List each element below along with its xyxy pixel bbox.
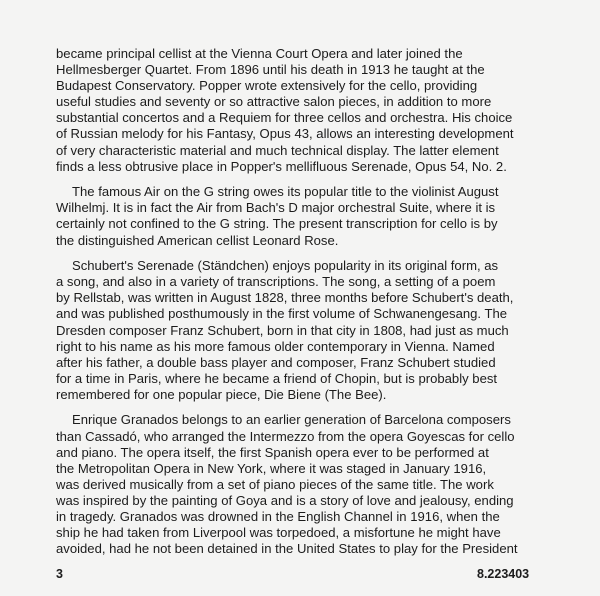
- text-line: than Cassadó, who arranged the Intermezzo from the opera Goyescas for cello: [56, 428, 515, 444]
- text-line: avoided, had he not been detained in the United States to play for the President: [56, 541, 518, 557]
- paragraph: [56, 46, 546, 175]
- liner-notes-text: [56, 46, 546, 567]
- text-line: was inspired by the painting of Goya and is a story of love and jealousy, ending: [56, 492, 514, 508]
- text-line: a song, and also in a variety of transcriptions. The song, a setting of a poem: [56, 274, 496, 290]
- text-line: Schubert's Serenade (Ständchen) enjoys popularity in its original form, as: [72, 258, 499, 274]
- paragraph: [56, 184, 546, 248]
- text-line: became principal cellist at the Vienna Court Opera and later joined the: [56, 46, 463, 61]
- text-line: useful studies and seventy or so attractive salon pieces, in addition to more: [56, 94, 492, 110]
- text-line: Wilhelmj. It is in fact the Air from Bach's D major orchestral Suite, where it is: [56, 200, 496, 216]
- text-line: was derived musically from a set of piano pieces of the same title. The work: [56, 476, 494, 492]
- text-line: after his father, a double bass player and composer, Franz Schubert studied: [56, 354, 496, 370]
- text-line: of very characteristic material and much technical display. The latter element: [56, 142, 499, 158]
- text-line: Enrique Granados belongs to an earlier generation of Barcelona composers: [72, 412, 511, 428]
- text-line: by Rellstab, was written in August 1828, three months before Schubert's death,: [56, 290, 514, 306]
- text-line: of Russian melody for his Fantasy, Opus 43, allows an interesting development: [56, 126, 514, 142]
- text-line: for a time in Paris, where he became a friend of Chopin, but is probably best: [56, 370, 498, 386]
- text-line: in tragedy. Granados was drowned in the English Channel in 1916, when the: [56, 509, 500, 525]
- text-line: The famous Air on the G string owes its popular title to the violinist August: [72, 184, 499, 200]
- text-line: and was published posthumously in the first volume of Schwanengesang. The: [56, 306, 508, 322]
- text-line: substantial concertos and a Requiem for three cellos and orchestra. His choice: [56, 110, 513, 126]
- text-line: remembered for one popular piece, Die Biene (The Bee).: [56, 386, 387, 402]
- text-line: Hellmesberger Quartet. From 1896 until his death in 1913 he taught at the: [56, 62, 485, 78]
- text-line: certainly not confined to the G string. The present transcription for cello is by: [56, 216, 498, 232]
- text-line: the Metropolitan Opera in New York, where it was staged in January 1916,: [56, 460, 487, 476]
- text-line: finds a less obtrusive place in Popper's mellifluous Serenade, Opus 54, No. 2.: [56, 158, 507, 174]
- paragraph: [56, 412, 546, 557]
- page-number: 3: [56, 567, 63, 581]
- text-line: the distinguished American cellist Leonard Rose.: [56, 232, 339, 248]
- text-line: and piano. The opera itself, the first Spanish opera ever to be performed at: [56, 444, 489, 460]
- text-line: Budapest Conservatory. Popper wrote extensively for the cello, providing: [56, 78, 478, 94]
- paragraph: [56, 258, 546, 403]
- text-line: Dresden composer Franz Schubert, born in that city in 1808, had just as much: [56, 322, 509, 338]
- text-line: ship he had taken from Liverpool was torpedoed, a misfortune he might have: [56, 525, 501, 541]
- catalog-number: 8.223403: [477, 567, 530, 581]
- text-line: right to his name as his more famous older contemporary in Vienna. Named: [56, 338, 495, 354]
